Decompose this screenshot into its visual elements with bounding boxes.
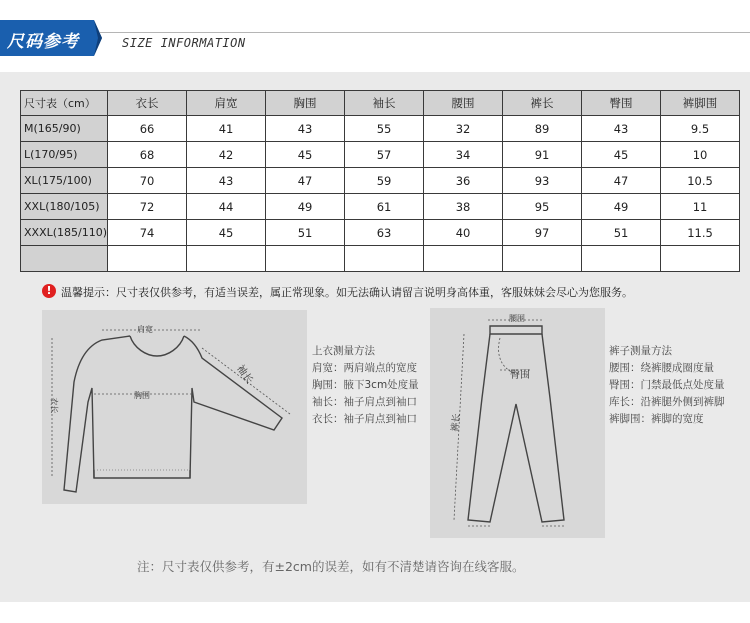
size-value-cell: 66 bbox=[108, 116, 187, 142]
section-header bbox=[0, 0, 750, 72]
size-label-cell: M(165/90) bbox=[21, 116, 108, 142]
size-value-cell: 47 bbox=[266, 168, 345, 194]
size-value-cell: 72 bbox=[108, 194, 187, 220]
size-value-cell bbox=[503, 246, 582, 272]
pants-measure-info bbox=[609, 343, 725, 428]
size-value-cell: 95 bbox=[503, 194, 582, 220]
table-row bbox=[21, 142, 740, 168]
size-value-cell: 59 bbox=[345, 168, 424, 194]
size-label-cell: L(170/95) bbox=[21, 142, 108, 168]
size-value-cell: 38 bbox=[424, 194, 503, 220]
size-value-cell: 43 bbox=[266, 116, 345, 142]
table-row bbox=[21, 246, 740, 272]
pants-measure-title: 裤子测量方法 bbox=[609, 345, 672, 357]
footnote: 注：尺寸表仅供参考，有±2cm的误差，如有不清楚请咨询在线客服。 bbox=[137, 559, 525, 574]
table-header-cell: 肩宽 bbox=[187, 91, 266, 116]
size-value-cell: 43 bbox=[187, 168, 266, 194]
notice-text: 温馨提示：尺寸表仅供参考，有适当误差，属正常现象。如无法确认请留言说明身高体重，客服妹妹会尽心为您服务。 bbox=[61, 286, 633, 299]
top-measure-title: 上衣测量方法 bbox=[312, 345, 375, 357]
size-label-cell: XXL(180/105) bbox=[21, 194, 108, 220]
table-header-cell: 臀围 bbox=[582, 91, 661, 116]
table-header-cell: 尺寸表（cm） bbox=[21, 91, 108, 116]
size-value-cell: 74 bbox=[108, 220, 187, 246]
size-value-cell: 55 bbox=[345, 116, 424, 142]
size-value-cell: 70 bbox=[108, 168, 187, 194]
size-value-cell bbox=[345, 246, 424, 272]
pants-diagram bbox=[430, 308, 605, 538]
size-value-cell: 45 bbox=[266, 142, 345, 168]
size-value-cell: 51 bbox=[266, 220, 345, 246]
table-row bbox=[21, 194, 740, 220]
table-row bbox=[21, 220, 740, 246]
size-value-cell bbox=[424, 246, 503, 272]
size-label-cell bbox=[21, 246, 108, 272]
table-header-cell: 袖长 bbox=[345, 91, 424, 116]
size-value-cell: 10.5 bbox=[661, 168, 740, 194]
size-value-cell: 40 bbox=[424, 220, 503, 246]
table-header-cell: 裤长 bbox=[503, 91, 582, 116]
top-diagram bbox=[42, 310, 307, 504]
top-measure-line: 胸围：腋下3cm处度量 bbox=[312, 379, 419, 391]
size-value-cell: 51 bbox=[582, 220, 661, 246]
size-value-cell: 9.5 bbox=[661, 116, 740, 142]
size-value-cell bbox=[108, 246, 187, 272]
size-label-cell: XL(175/100) bbox=[21, 168, 108, 194]
size-value-cell: 41 bbox=[187, 116, 266, 142]
table-header-cell: 腰围 bbox=[424, 91, 503, 116]
size-value-cell: 43 bbox=[582, 116, 661, 142]
hip-label: 臀围 bbox=[510, 370, 530, 381]
table-header-cell: 衣长 bbox=[108, 91, 187, 116]
size-value-cell bbox=[266, 246, 345, 272]
shoulder-label: 肩宽 bbox=[137, 325, 153, 334]
shirt-outline bbox=[42, 310, 307, 504]
size-value-cell: 91 bbox=[503, 142, 582, 168]
pants-length-label: 裤长 bbox=[450, 413, 463, 433]
sleeve-label: 袖长 bbox=[234, 363, 255, 386]
section-title: 尺码参考 bbox=[7, 32, 79, 52]
table-header-cell: 胸围 bbox=[266, 91, 345, 116]
size-value-cell: 97 bbox=[503, 220, 582, 246]
top-measure-info bbox=[312, 343, 419, 428]
top-measure-line: 袖长：袖子肩点到袖口 bbox=[312, 396, 417, 408]
table-header-cell: 裤脚围 bbox=[661, 91, 740, 116]
size-value-cell: 45 bbox=[187, 220, 266, 246]
size-value-cell: 61 bbox=[345, 194, 424, 220]
top-measure-line: 肩宽：两肩端点的宽度 bbox=[312, 362, 417, 374]
size-value-cell: 68 bbox=[108, 142, 187, 168]
size-value-cell: 89 bbox=[503, 116, 582, 142]
size-value-cell: 93 bbox=[503, 168, 582, 194]
exclamation-icon: ! bbox=[42, 284, 56, 298]
size-value-cell: 57 bbox=[345, 142, 424, 168]
size-value-cell: 11 bbox=[661, 194, 740, 220]
header-divider bbox=[100, 32, 750, 33]
size-value-cell: 45 bbox=[582, 142, 661, 168]
size-value-cell: 49 bbox=[582, 194, 661, 220]
size-value-cell: 63 bbox=[345, 220, 424, 246]
size-value-cell bbox=[661, 246, 740, 272]
table-row bbox=[21, 168, 740, 194]
size-value-cell: 10 bbox=[661, 142, 740, 168]
waist-label: 腰围 bbox=[509, 314, 525, 323]
size-value-cell: 34 bbox=[424, 142, 503, 168]
size-table bbox=[20, 90, 740, 272]
pants-measure-line: 腰围：绕裤腰成圈度量 bbox=[609, 362, 714, 374]
size-value-cell: 11.5 bbox=[661, 220, 740, 246]
size-value-cell: 49 bbox=[266, 194, 345, 220]
pants-measure-line: 臀围：门禁最低点处度量 bbox=[609, 379, 725, 391]
size-value-cell: 36 bbox=[424, 168, 503, 194]
size-value-cell bbox=[187, 246, 266, 272]
section-subtitle: SIZE INFORMATION bbox=[122, 36, 246, 50]
pants-measure-line: 库长：沿裤腿外侧到裤脚 bbox=[609, 396, 725, 408]
chest-label: 胸围 bbox=[134, 391, 150, 400]
size-label-cell: XXXL(185/110) bbox=[21, 220, 108, 246]
table-row bbox=[21, 116, 740, 142]
size-value-cell: 44 bbox=[187, 194, 266, 220]
size-value-cell bbox=[582, 246, 661, 272]
size-value-cell: 47 bbox=[582, 168, 661, 194]
pants-measure-line: 裤脚围：裤脚的宽度 bbox=[609, 413, 704, 425]
length-label: 衣长 bbox=[49, 397, 59, 414]
size-value-cell: 32 bbox=[424, 116, 503, 142]
size-value-cell: 42 bbox=[187, 142, 266, 168]
table-header-row bbox=[21, 91, 740, 116]
top-measure-line: 衣长：袖子肩点到袖口 bbox=[312, 413, 417, 425]
